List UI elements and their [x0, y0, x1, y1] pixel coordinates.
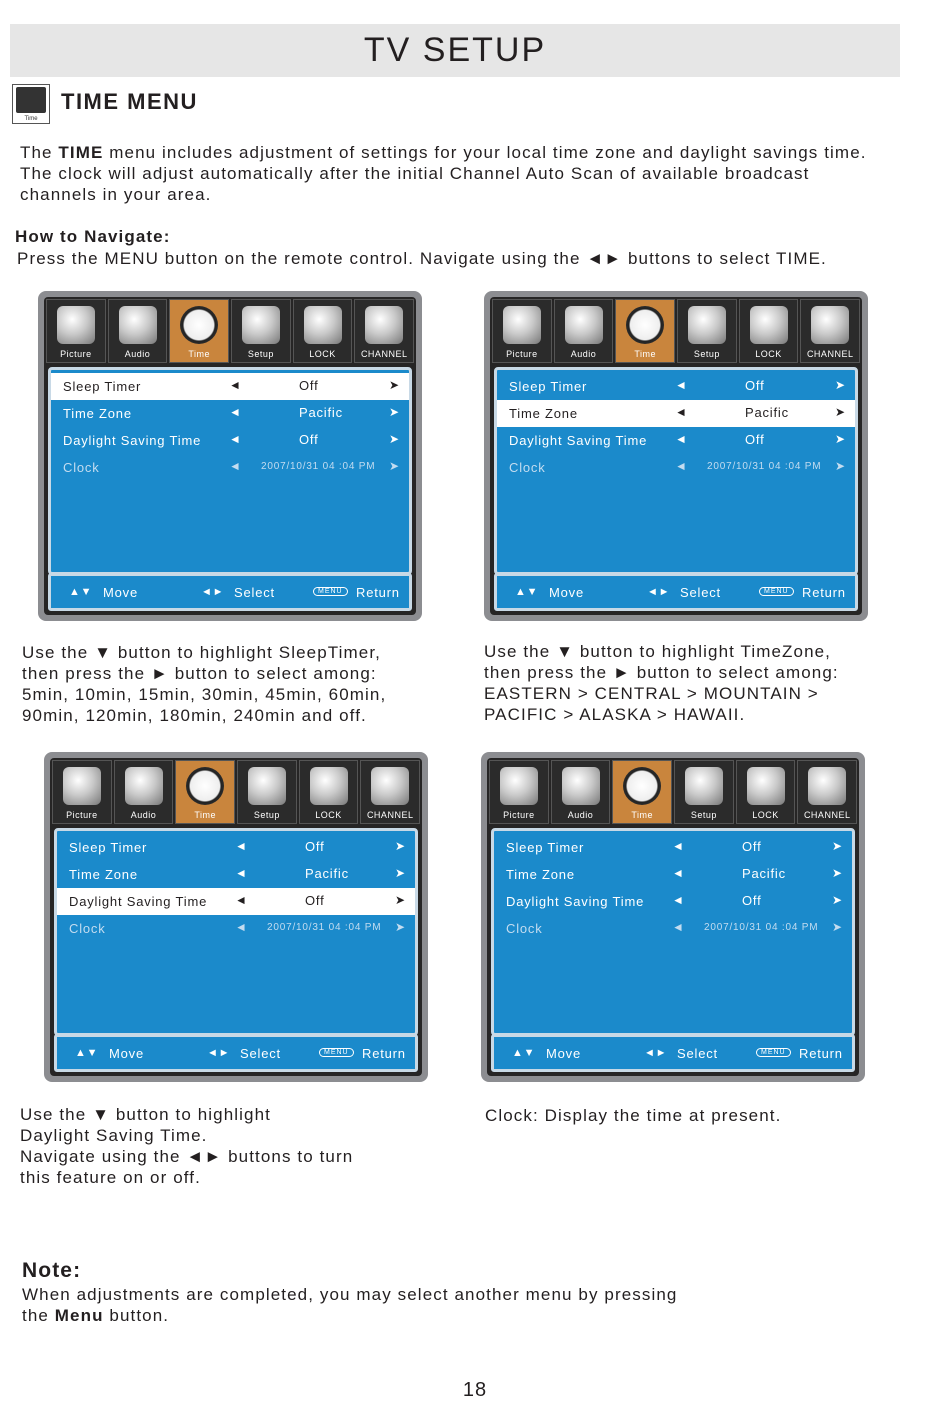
row-value: Off — [299, 378, 319, 393]
tab-setup[interactable] — [674, 760, 734, 824]
camcorder-icon — [503, 306, 541, 344]
select-hint: Select — [234, 585, 275, 600]
row-value: Off — [745, 432, 765, 447]
note-heading: Note: — [22, 1259, 82, 1282]
right-arrow-icon: ➤ — [395, 920, 406, 934]
row-value: Pacific — [299, 405, 343, 420]
up-down-icon: ▲▼ — [512, 1047, 536, 1059]
clock-icon — [180, 306, 218, 344]
row-label: Daylight Saving Time — [69, 894, 208, 909]
osd-panel-time-zone — [484, 291, 868, 621]
tab-setup[interactable] — [677, 299, 737, 363]
caption-time-zone: Use the ▼ button to highlight TimeZone, then press the ► button to select among: EASTERN > CENTRAL > MOUNTAIN > PACIFIC > ALASKA > HAWAII. — [484, 642, 839, 724]
clock-icon — [16, 87, 46, 113]
left-arrow-icon[interactable]: ◄ — [672, 839, 685, 853]
menu-row-sleep-timer[interactable] — [51, 373, 409, 400]
right-arrow-icon[interactable]: ➤ — [395, 866, 406, 880]
row-label: Sleep Timer — [509, 379, 588, 394]
row-value: Off — [742, 839, 762, 854]
osd-footer — [48, 573, 412, 611]
tab-time[interactable] — [615, 299, 675, 363]
clock-value: 2007/10/31 04 :04 PM — [704, 922, 819, 933]
tab-label: Time — [188, 349, 211, 359]
select-hint: Select — [680, 585, 721, 600]
caption-clock: Clock: Display the time at present. — [485, 1106, 782, 1125]
padlock-icon — [747, 767, 785, 805]
tab-label: Audio — [570, 349, 597, 359]
time-icon-caption: Time — [24, 116, 38, 122]
menu-button-icon: MENU — [759, 587, 794, 596]
tab-label: Setup — [690, 810, 717, 820]
tab-label: LOCK — [752, 810, 779, 820]
speaker-icon — [562, 767, 600, 805]
osd-footer — [54, 1034, 418, 1072]
clock-value: 2007/10/31 04 :04 PM — [707, 461, 822, 472]
menu-row-clock — [494, 915, 852, 942]
clock-icon — [186, 767, 224, 805]
menu-row-clock — [497, 454, 855, 481]
left-arrow-icon[interactable]: ◄ — [672, 893, 685, 907]
return-hint: Return — [362, 1046, 406, 1061]
row-label: Time Zone — [509, 406, 578, 421]
osd-footer — [494, 573, 858, 611]
tab-label: LOCK — [315, 810, 342, 820]
tab-label: Audio — [130, 810, 157, 820]
right-arrow-icon: ➤ — [835, 459, 846, 473]
tab-picture[interactable] — [489, 760, 549, 824]
tab-label: LOCK — [755, 349, 782, 359]
up-down-icon: ▲▼ — [69, 586, 93, 598]
tab-label: Setup — [253, 810, 280, 820]
row-value: Pacific — [742, 866, 786, 881]
menu-button-icon: MENU — [756, 1048, 791, 1057]
intro-text-rest: menu includes adjustment of settings for your local time zone and daylight savings time. The clock will adjust automatically after the initial Channel Auto Scan of available broadcast channels in your area. — [20, 143, 867, 204]
right-arrow-icon: ➤ — [389, 459, 400, 473]
select-hint: Select — [240, 1046, 281, 1061]
clock-value: 2007/10/31 04 :04 PM — [267, 922, 382, 933]
right-arrow-icon[interactable]: ➤ — [832, 839, 843, 853]
header-bar — [10, 24, 900, 77]
monitor-icon — [371, 767, 409, 805]
move-hint: Move — [549, 585, 584, 600]
row-label: Time Zone — [69, 867, 138, 882]
row-label: Sleep Timer — [69, 840, 148, 855]
left-arrow-icon[interactable]: ◄ — [229, 405, 242, 419]
left-arrow-icon: ◄ — [675, 459, 688, 473]
tab-label: Picture — [66, 810, 98, 820]
row-value: Off — [305, 839, 325, 854]
left-right-icon: ◄► — [647, 586, 671, 598]
tab-picture[interactable] — [46, 299, 106, 363]
note-bold-menu: Menu — [54, 1306, 104, 1325]
menu-list — [491, 828, 855, 1036]
right-arrow-icon: ➤ — [832, 920, 843, 934]
menu-list — [54, 828, 418, 1036]
menu-row-sleep-timer[interactable] — [494, 834, 852, 861]
row-value: Off — [299, 432, 319, 447]
left-arrow-icon[interactable]: ◄ — [675, 378, 688, 392]
time-menu-icon — [12, 84, 50, 124]
left-arrow-icon: ◄ — [672, 920, 685, 934]
row-label: Daylight Saving Time — [509, 433, 648, 448]
tab-channel[interactable] — [797, 760, 857, 824]
tab-audio[interactable] — [108, 299, 168, 363]
row-label: Time Zone — [63, 406, 132, 421]
monitor-icon — [811, 306, 849, 344]
gear-wrench-icon — [688, 306, 726, 344]
menu-row-daylight-saving[interactable] — [497, 427, 855, 454]
tab-label: Audio — [124, 349, 151, 359]
menu-row-daylight-saving[interactable] — [51, 427, 409, 454]
clock-value: 2007/10/31 04 :04 PM — [261, 461, 376, 472]
intro-paragraph — [20, 142, 867, 205]
row-value: Off — [305, 893, 325, 908]
right-arrow-icon[interactable]: ➤ — [832, 893, 843, 907]
clock-icon — [626, 306, 664, 344]
menu-row-daylight-saving[interactable] — [57, 888, 415, 915]
select-hint: Select — [677, 1046, 718, 1061]
right-arrow-icon[interactable]: ➤ — [389, 432, 400, 446]
intro-text-start: The — [20, 143, 59, 162]
tab-label: CHANNEL — [360, 349, 408, 359]
return-hint: Return — [802, 585, 846, 600]
right-arrow-icon[interactable]: ➤ — [395, 839, 406, 853]
note-line-1: When adjustments are completed, you may select another menu by pressing — [22, 1285, 678, 1304]
row-label: Sleep Timer — [63, 379, 142, 394]
tab-setup[interactable] — [231, 299, 291, 363]
caption-daylight-saving: Use the ▼ button to highlight Daylight Saving Time. Navigate using the ◄► buttons to turn this feature on or off. — [20, 1105, 354, 1187]
navigate-heading: How to Navigate: — [15, 227, 171, 246]
tab-picture[interactable] — [492, 299, 552, 363]
menu-row-time-zone[interactable] — [51, 400, 409, 427]
tab-setup[interactable] — [237, 760, 297, 824]
left-right-icon: ◄► — [201, 586, 225, 598]
tab-label: Picture — [503, 810, 535, 820]
tab-label: Audio — [567, 810, 594, 820]
note-line-2 — [22, 1305, 169, 1326]
tab-label: Time — [194, 810, 217, 820]
padlock-icon — [310, 767, 348, 805]
speaker-icon — [565, 306, 603, 344]
tab-time[interactable] — [175, 760, 235, 824]
left-arrow-icon[interactable]: ◄ — [229, 378, 242, 392]
tab-channel[interactable] — [354, 299, 414, 363]
tab-label: Setup — [247, 349, 274, 359]
gear-wrench-icon — [685, 767, 723, 805]
tab-label: LOCK — [309, 349, 336, 359]
tab-time[interactable] — [612, 760, 672, 824]
left-arrow-icon[interactable]: ◄ — [235, 839, 248, 853]
tab-label: CHANNEL — [366, 810, 414, 820]
left-arrow-icon: ◄ — [229, 459, 242, 473]
left-arrow-icon[interactable]: ◄ — [235, 866, 248, 880]
clock-icon — [623, 767, 661, 805]
tab-label: Time — [631, 810, 654, 820]
menu-button-icon: MENU — [319, 1048, 354, 1057]
tab-label: Picture — [60, 349, 92, 359]
row-value: Pacific — [745, 405, 789, 420]
right-arrow-icon[interactable]: ➤ — [835, 432, 846, 446]
camcorder-icon — [57, 306, 95, 344]
tab-lock[interactable] — [736, 760, 796, 824]
caption-sleep-timer: Use the ▼ button to highlight SleepTimer, then press the ► button to select among: 5min, 10min, 15min, 30min, 45min, 60min, 90min, 120min, 180min, 240min and off. — [22, 643, 387, 725]
padlock-icon — [304, 306, 342, 344]
camcorder-icon — [63, 767, 101, 805]
row-value: Off — [742, 893, 762, 908]
camcorder-icon — [500, 767, 538, 805]
gear-wrench-icon — [248, 767, 286, 805]
row-value: Pacific — [305, 866, 349, 881]
row-label: Daylight Saving Time — [63, 433, 202, 448]
return-hint: Return — [799, 1046, 843, 1061]
monitor-icon — [365, 306, 403, 344]
intro-bold-time: TIME — [58, 143, 104, 162]
osd-panel-sleep-timer — [38, 291, 422, 621]
row-label: Clock — [69, 921, 106, 936]
right-arrow-icon[interactable]: ➤ — [835, 378, 846, 392]
right-arrow-icon[interactable]: ➤ — [832, 866, 843, 880]
return-hint: Return — [356, 585, 400, 600]
row-label: Clock — [63, 460, 100, 475]
menu-row-time-zone[interactable] — [57, 861, 415, 888]
tab-audio[interactable] — [554, 299, 614, 363]
tab-picture[interactable] — [52, 760, 112, 824]
move-hint: Move — [103, 585, 138, 600]
right-arrow-icon[interactable]: ➤ — [835, 405, 846, 419]
up-down-icon: ▲▼ — [75, 1047, 99, 1059]
menu-button-icon: MENU — [313, 587, 348, 596]
right-arrow-icon[interactable]: ➤ — [395, 893, 406, 907]
gear-wrench-icon — [242, 306, 280, 344]
section-title: TIME MENU — [61, 89, 198, 114]
left-arrow-icon[interactable]: ◄ — [675, 405, 688, 419]
menu-row-daylight-saving[interactable] — [494, 888, 852, 915]
right-arrow-icon[interactable]: ➤ — [389, 378, 400, 392]
menu-row-clock — [51, 454, 409, 481]
menu-row-time-zone[interactable] — [494, 861, 852, 888]
page-number: 18 — [462, 1379, 488, 1401]
tab-audio[interactable] — [551, 760, 611, 824]
menu-row-sleep-timer[interactable] — [497, 373, 855, 400]
tab-lock[interactable] — [299, 760, 359, 824]
row-value: Off — [745, 378, 765, 393]
tab-label: CHANNEL — [806, 349, 854, 359]
tab-channel[interactable] — [800, 299, 860, 363]
speaker-icon — [119, 306, 157, 344]
move-hint: Move — [546, 1046, 581, 1061]
menu-list — [48, 367, 412, 575]
left-arrow-icon[interactable]: ◄ — [672, 866, 685, 880]
tab-time[interactable] — [169, 299, 229, 363]
row-label: Daylight Saving Time — [506, 894, 645, 909]
padlock-icon — [750, 306, 788, 344]
left-right-icon: ◄► — [207, 1047, 231, 1059]
left-right-icon: ◄► — [644, 1047, 668, 1059]
tab-label: Time — [634, 349, 657, 359]
tab-label: Picture — [506, 349, 538, 359]
navigate-text: Press the MENU button on the remote control. Navigate using the ◄► buttons to select TIME. — [17, 249, 827, 268]
tab-lock[interactable] — [293, 299, 353, 363]
row-label: Sleep Timer — [506, 840, 585, 855]
menu-row-clock — [57, 915, 415, 942]
speaker-icon — [125, 767, 163, 805]
left-arrow-icon: ◄ — [235, 920, 248, 934]
menu-row-sleep-timer[interactable] — [57, 834, 415, 861]
menu-list — [494, 367, 858, 575]
left-arrow-icon[interactable]: ◄ — [235, 893, 248, 907]
row-label: Time Zone — [506, 867, 575, 882]
osd-footer — [491, 1034, 855, 1072]
move-hint: Move — [109, 1046, 144, 1061]
tab-label: CHANNEL — [803, 810, 851, 820]
osd-panel-daylight-saving — [44, 752, 428, 1082]
left-arrow-icon[interactable]: ◄ — [229, 432, 242, 446]
tab-channel[interactable] — [360, 760, 420, 824]
row-label: Clock — [506, 921, 543, 936]
tab-lock[interactable] — [739, 299, 799, 363]
up-down-icon: ▲▼ — [515, 586, 539, 598]
note-text: the — [22, 1306, 55, 1325]
note-text: button. — [103, 1306, 170, 1325]
right-arrow-icon[interactable]: ➤ — [389, 405, 400, 419]
osd-panel-clock — [481, 752, 865, 1082]
tab-audio[interactable] — [114, 760, 174, 824]
menu-row-time-zone[interactable] — [497, 400, 855, 427]
left-arrow-icon[interactable]: ◄ — [675, 432, 688, 446]
monitor-icon — [808, 767, 846, 805]
row-label: Clock — [509, 460, 546, 475]
tab-label: Setup — [693, 349, 720, 359]
page-title: TV SETUP — [363, 31, 547, 69]
